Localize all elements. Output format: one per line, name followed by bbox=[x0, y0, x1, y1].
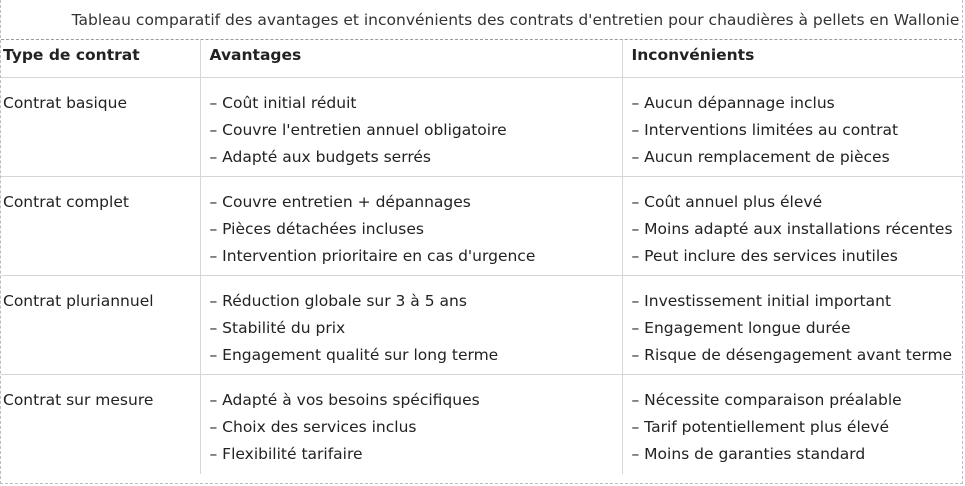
advantage-item: – Adapté aux budgets serrés bbox=[209, 148, 431, 166]
disadvantages-cell bbox=[622, 78, 964, 177]
table-header-row bbox=[1, 40, 964, 78]
advantage-item: – Pièces détachées incluses bbox=[209, 220, 424, 238]
disadvantage-item: – Tarif potentiellement plus élevé bbox=[631, 418, 889, 436]
comparison-table bbox=[1, 40, 964, 474]
contract-type-cell bbox=[1, 276, 200, 375]
contract-type-cell bbox=[1, 78, 200, 177]
table-row bbox=[1, 78, 964, 177]
advantage-item: – Engagement qualité sur long terme bbox=[209, 346, 499, 364]
table-row bbox=[1, 276, 964, 375]
advantage-item: – Couvre entretien + dépannages bbox=[209, 193, 471, 211]
advantage-item: – Intervention prioritaire en cas d'urgence bbox=[209, 247, 536, 265]
disadvantage-item: – Peut inclure des services inutiles bbox=[631, 247, 898, 265]
advantage-item: – Flexibilité tarifaire bbox=[209, 445, 363, 463]
advantage-item: – Réduction globale sur 3 à 5 ans bbox=[209, 292, 467, 310]
disadvantage-item: – Aucun remplacement de pièces bbox=[631, 148, 890, 166]
disadvantage-item: – Moins de garanties standard bbox=[631, 445, 866, 463]
contract-type: Contrat pluriannuel bbox=[3, 292, 154, 310]
header-advantages: Avantages bbox=[200, 40, 622, 78]
contract-type-cell bbox=[1, 177, 200, 276]
advantage-item: – Choix des services inclus bbox=[209, 418, 417, 436]
disadvantage-item: – Moins adapté aux installations récentes bbox=[631, 220, 953, 238]
contract-type: Contrat complet bbox=[3, 193, 129, 211]
disadvantages-cell bbox=[622, 375, 964, 474]
disadvantage-item: – Nécessite comparaison préalable bbox=[631, 391, 902, 409]
contract-type: Contrat sur mesure bbox=[3, 391, 154, 409]
header-disadvantages: Inconvénients bbox=[622, 40, 964, 78]
header-type: Type de contrat bbox=[1, 40, 200, 78]
contract-type: Contrat basique bbox=[3, 94, 127, 112]
advantage-item: – Stabilité du prix bbox=[209, 319, 346, 337]
table-row bbox=[1, 375, 964, 474]
disadvantage-item: – Coût annuel plus élevé bbox=[631, 193, 823, 211]
contract-type-cell bbox=[1, 375, 200, 474]
disadvantage-item: – Interventions limitées au contrat bbox=[631, 121, 899, 139]
advantages-cell bbox=[200, 177, 622, 276]
advantages-cell bbox=[200, 375, 622, 474]
advantages-cell bbox=[200, 78, 622, 177]
advantage-item: – Couvre l'entretien annuel obligatoire bbox=[209, 121, 507, 139]
disadvantage-item: – Investissement initial important bbox=[631, 292, 892, 310]
table-row bbox=[1, 177, 964, 276]
advantages-cell bbox=[200, 276, 622, 375]
advantage-item: – Adapté à vos besoins spécifiques bbox=[209, 391, 480, 409]
disadvantage-item: – Engagement longue durée bbox=[631, 319, 851, 337]
disadvantage-item: – Aucun dépannage inclus bbox=[631, 94, 835, 112]
advantage-item: – Coût initial réduit bbox=[209, 94, 357, 112]
table-caption: Tableau comparatif des avantages et inconvénients des contrats d'entretien pour chaudières à pellets en Wallonie bbox=[1, 0, 962, 40]
disadvantages-cell bbox=[622, 276, 964, 375]
disadvantages-cell bbox=[622, 177, 964, 276]
disadvantage-item: – Risque de désengagement avant terme bbox=[631, 346, 953, 364]
